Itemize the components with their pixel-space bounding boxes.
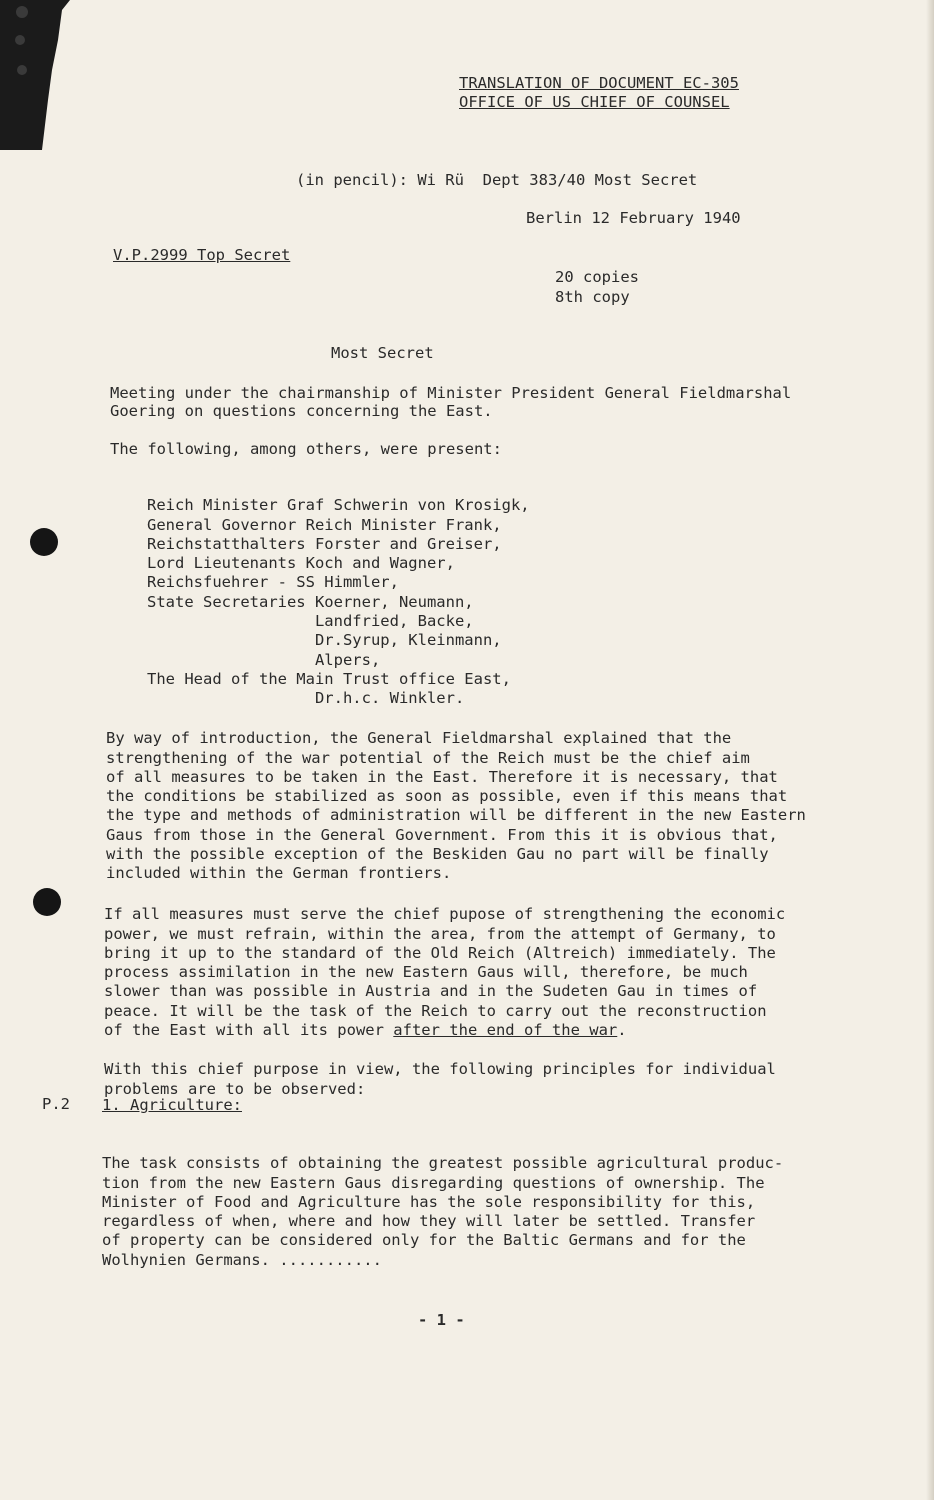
paragraph-economic-power <box>104 886 785 1060</box>
attendee-line: Landfried, Backe, <box>147 612 474 631</box>
text-line: the type and methods of administration will be different in the new Eastern <box>106 806 806 825</box>
torn-corner-graphic <box>0 0 70 150</box>
attendee-line: Dr.h.c. Winkler. <box>147 689 465 708</box>
place-date: Berlin 12 February 1940 <box>526 209 741 227</box>
attendee-list <box>147 477 530 728</box>
attendee-line: Lord Lieutenants Koch and Wagner, <box>147 554 455 573</box>
text-segment: of the East with all its power <box>104 1021 394 1040</box>
attendee-line: State Secretaries Koerner, Neumann, <box>147 592 474 611</box>
pencil-note: (in pencil): Wi Rü Dept 383/40 Most Secret <box>296 171 698 189</box>
page-number: - 1 - <box>418 1311 465 1329</box>
text-line: of property can be considered only for the Baltic Germans and for the <box>102 1231 746 1250</box>
text-line: slower than was possible in Austria and in the Sudeten Gau in times of <box>104 982 758 1001</box>
copies-count: 20 copies <box>555 268 639 286</box>
text-line: tion from the new Eastern Gaus disregarding questions of ownership. The <box>102 1173 765 1192</box>
copy-number: 8th copy <box>555 288 630 306</box>
text-line: with the possible exception of the Beskiden Gau no part will be finally <box>106 845 769 864</box>
header-line-1: TRANSLATION OF DOCUMENT EC-305 <box>459 74 739 92</box>
present-intro: The following, among others, were present: <box>110 440 502 458</box>
text-line: process assimilation in the new Eastern Gaus will, therefore, be much <box>104 963 748 982</box>
text-line: regardless of when, where and how they will later be settled. Transfer <box>102 1212 756 1231</box>
section-heading-agriculture: 1. Agriculture: <box>102 1096 242 1114</box>
punch-hole <box>33 888 61 916</box>
text-line: The task consists of obtaining the greatest possible agricultural produc- <box>102 1154 784 1173</box>
text-line <box>104 1021 785 1040</box>
text-line: bring it up to the standard of the Old Reich (Altreich) immediately. The <box>104 943 776 962</box>
attendee-line: Reich Minister Graf Schwerin von Krosigk, <box>147 496 530 515</box>
attendee-line: Reichsfuehrer - SS Himmler, <box>147 573 399 592</box>
paragraph-agriculture <box>102 1135 783 1289</box>
paragraph-introduction <box>106 710 806 903</box>
meeting-intro-line-1: Meeting under the chairmanship of Minister President General Fieldmarshal <box>110 384 792 402</box>
text-line: With this chief purpose in view, the following principles for individual <box>104 1060 776 1079</box>
attendee-line: Alpers, <box>147 650 381 669</box>
text-line: the conditions be stabilized as soon as possible, even if this means that <box>106 787 788 806</box>
attendee-line: Dr.Syrup, Kleinmann, <box>147 631 502 650</box>
text-line: included within the German frontiers. <box>106 864 452 883</box>
text-line: of all measures to be taken in the East. Therefore it is necessary, that <box>106 767 778 786</box>
attendee-line: The Head of the Main Trust office East, <box>147 669 511 688</box>
text-line: Minister of Food and Agriculture has the sole responsibility for this, <box>102 1192 756 1211</box>
text-line: strengthening of the war potential of the Reich must be the chief aim <box>106 748 750 767</box>
page-marker: P.2 <box>42 1095 70 1113</box>
attendee-line: Reichstatthalters Forster and Greiser, <box>147 534 502 553</box>
text-line: peace. It will be the task of the Reich to carry out the reconstruction <box>104 1001 767 1020</box>
text-line: By way of introduction, the General Fieldmarshal explained that the <box>106 729 732 748</box>
header-line-2: OFFICE OF US CHIEF OF COUNSEL <box>459 93 730 111</box>
punch-hole <box>30 528 58 556</box>
underlined-phrase: after the end of the war <box>393 1021 618 1040</box>
text-line: Wolhynien Germans. ........... <box>102 1250 382 1269</box>
text-line: power, we must refrain, within the area, from the attempt of Germany, to <box>104 924 776 943</box>
attendee-line: General Governor Reich Minister Frank, <box>147 515 502 534</box>
paper-edge-shadow <box>926 0 934 1500</box>
text-line: Gaus from those in the General Government. From this it is obvious that, <box>106 825 778 844</box>
text-segment: . <box>617 1021 627 1040</box>
text-line: If all measures must serve the chief pupose of strengthening the economic <box>104 905 786 924</box>
meeting-intro-line-2: Goering on questions concerning the East. <box>110 402 493 420</box>
classification-heading: Most Secret <box>331 344 434 362</box>
text-line: problems are to be observed: <box>104 1079 366 1098</box>
reference-number: V.P.2999 Top Secret <box>113 246 291 264</box>
